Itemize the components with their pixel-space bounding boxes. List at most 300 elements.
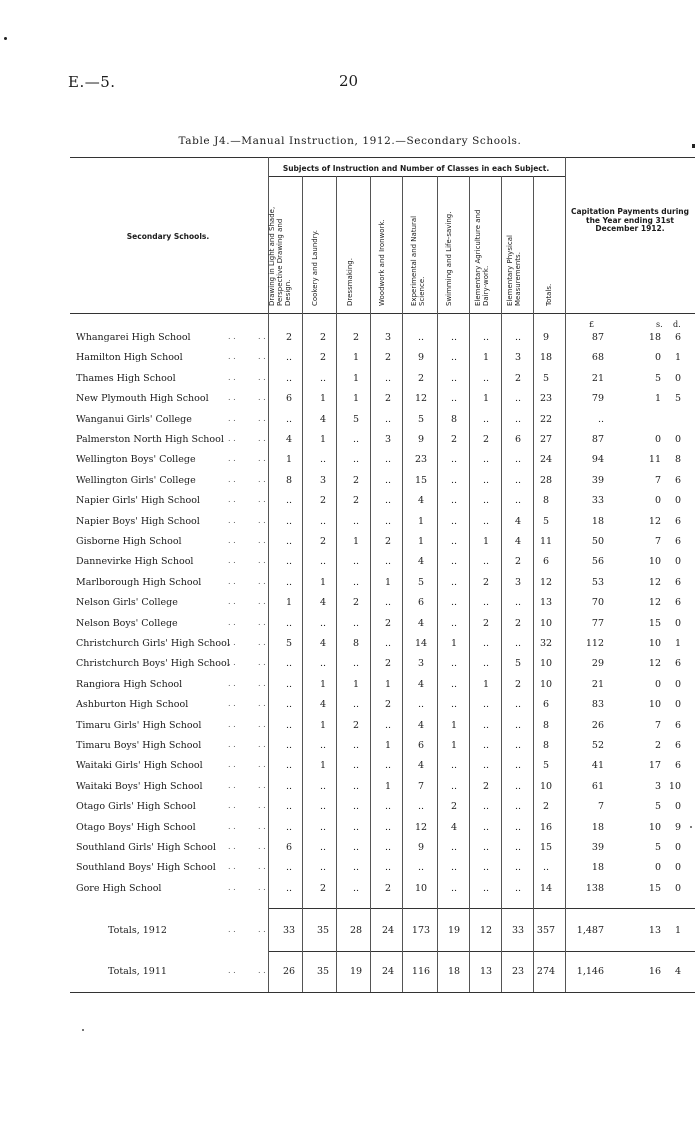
class-count-cell: .. <box>352 454 360 466</box>
class-count-cell: 1 <box>450 740 458 751</box>
leader-dots: . . <box>228 801 236 811</box>
leader-dots: . . <box>258 454 266 464</box>
class-count-cell: .. <box>450 842 458 853</box>
totals-row <box>0 966 700 982</box>
class-count-cell: 1 <box>450 638 458 649</box>
class-count-cell: .. <box>384 719 392 731</box>
class-count-cell: .. <box>482 332 490 343</box>
payment-pounds: 94 <box>591 454 604 466</box>
payment-pounds: 87 <box>591 332 604 343</box>
class-count-cell: 1 <box>384 576 392 588</box>
payment-pence: 9 <box>674 821 681 833</box>
totals-top-rule <box>268 908 695 909</box>
class-count-cell: .. <box>384 597 392 609</box>
class-count-cell: .. <box>319 454 327 466</box>
school-name: Southland Girls' High School <box>76 842 216 853</box>
leader-dots: . . <box>258 780 266 790</box>
class-count-cell: 4 <box>514 536 522 547</box>
column-header-science: Experimental and Natural Science. <box>410 215 426 306</box>
leader-dots: . . <box>258 413 266 423</box>
class-count-cell: .. <box>482 882 490 894</box>
class-count-cell: 1 <box>285 597 293 609</box>
class-count-cell: .. <box>285 862 293 874</box>
school-name: Otago Girls' High School <box>76 801 196 813</box>
payment-pounds: 68 <box>591 352 604 364</box>
class-count-cell: 1 <box>482 536 490 547</box>
class-count-cell: .. <box>285 678 293 690</box>
class-count-cell: .. <box>482 862 490 874</box>
class-count-cell: 4 <box>417 719 425 731</box>
class-count-cell: .. <box>482 658 490 670</box>
class-count-cell: 1 <box>352 393 360 405</box>
leader-dots: . . <box>228 678 236 688</box>
class-count-cell: 12 <box>414 821 428 833</box>
class-count-cell: .. <box>450 699 458 711</box>
payment-pence: 4 <box>674 966 681 977</box>
class-count-cell: 4 <box>417 678 425 690</box>
header-bottom-rule <box>70 313 695 314</box>
class-count-cell: 2 <box>450 801 458 813</box>
payment-pounds: 53 <box>591 576 604 588</box>
leader-dots: . . <box>228 862 236 872</box>
class-count-cell: 2 <box>482 617 490 629</box>
class-count-cell: 4 <box>319 699 327 711</box>
payment-shillings: 0 <box>654 678 661 690</box>
table-row <box>0 516 700 532</box>
leader-dots: . . <box>258 925 266 934</box>
payment-pence: 6 <box>674 719 681 731</box>
payment-pounds: 52 <box>591 740 604 751</box>
class-count-cell: .. <box>450 393 458 405</box>
leader-dots: . . <box>228 842 236 851</box>
payment-pence: 6 <box>674 576 681 588</box>
class-count-cell: 2 <box>514 678 522 690</box>
leader-dots: . . <box>228 760 236 770</box>
class-count-cell: .. <box>384 862 392 874</box>
school-name: Wanganui Girls' College <box>76 413 192 425</box>
school-name: Timaru Boys' High School <box>76 740 202 751</box>
leader-dots: . . <box>258 393 266 403</box>
payment-shillings: 15 <box>648 882 661 894</box>
class-count-cell: .. <box>352 658 360 670</box>
class-count-cell: 14 <box>414 638 428 649</box>
payment-shillings: 0 <box>654 352 661 364</box>
leader-dots: . . <box>228 719 236 729</box>
class-count-cell: 9 <box>417 842 425 853</box>
class-count-cell: 12 <box>479 925 493 936</box>
leader-dots: . . <box>258 515 266 525</box>
class-count-cell: .. <box>352 882 360 894</box>
row-total-cell: 12 <box>539 576 553 588</box>
class-count-cell: .. <box>514 821 522 833</box>
class-count-cell: 2 <box>319 332 327 343</box>
class-count-cell: 2 <box>285 332 293 343</box>
leader-dots: . . <box>228 536 236 545</box>
payment-pence: 0 <box>674 699 681 711</box>
table-row <box>0 862 700 878</box>
class-count-cell: .. <box>482 760 490 772</box>
pounds-unit: £ <box>589 320 595 329</box>
class-count-cell: .. <box>384 372 392 384</box>
class-count-cell: .. <box>450 760 458 772</box>
leader-dots: . . <box>258 372 266 382</box>
row-total-cell: 5 <box>542 372 550 384</box>
table-row <box>0 618 700 634</box>
class-count-cell: .. <box>514 842 522 853</box>
row-total-cell: 16 <box>539 821 553 833</box>
school-name: Dannevirke High School <box>76 556 194 568</box>
payment-pence: 0 <box>674 617 681 629</box>
class-count-cell: .. <box>514 719 522 731</box>
class-count-cell: 28 <box>349 925 363 936</box>
leader-dots: . . <box>228 372 236 382</box>
class-count-cell: 1 <box>384 740 392 751</box>
leader-dots: . . <box>228 925 236 934</box>
schools-column-header: Secondary Schools. <box>126 232 210 241</box>
class-count-cell: 4 <box>417 617 425 629</box>
class-count-cell: 33 <box>511 925 525 936</box>
leader-dots: . . <box>258 556 266 566</box>
payment-shillings: 12 <box>648 515 661 527</box>
payment-pounds: 70 <box>591 597 604 609</box>
class-count-cell: .. <box>450 332 458 343</box>
payment-pounds: 29 <box>591 658 604 670</box>
class-count-cell: .. <box>450 352 458 364</box>
row-total-cell: 10 <box>539 658 553 670</box>
class-count-cell: .. <box>514 882 522 894</box>
class-count-cell: 2 <box>514 372 522 384</box>
payment-pounds: 18 <box>591 515 604 527</box>
class-count-cell: 2 <box>514 617 522 629</box>
class-count-cell: .. <box>384 474 392 486</box>
pence-unit: d. <box>673 320 681 329</box>
table-row <box>0 740 700 756</box>
table-bottom-rule <box>70 992 695 993</box>
class-count-cell: .. <box>514 862 522 874</box>
row-total-cell: 8 <box>542 740 550 751</box>
payment-shillings: 10 <box>648 821 661 833</box>
class-count-cell: 1 <box>482 352 490 364</box>
row-total-cell: 23 <box>539 393 553 405</box>
payment-pence: 10 <box>668 780 681 792</box>
class-count-cell: .. <box>285 719 293 731</box>
print-speck <box>82 1029 84 1031</box>
class-count-cell: .. <box>285 576 293 588</box>
payment-pence: 1 <box>674 638 681 649</box>
class-count-cell: .. <box>450 597 458 609</box>
leader-dots: . . <box>228 699 236 709</box>
class-count-cell: 19 <box>349 966 363 977</box>
table-row <box>0 720 700 736</box>
class-count-cell: 2 <box>319 536 327 547</box>
class-count-cell: 4 <box>319 638 327 649</box>
class-count-cell: .. <box>384 842 392 853</box>
class-count-cell: 10 <box>414 882 428 894</box>
class-count-cell: .. <box>514 780 522 792</box>
school-name: Wellington Girls' College <box>76 474 196 486</box>
leader-dots: . . <box>228 495 236 505</box>
class-count-cell: 2 <box>514 556 522 568</box>
school-name: Rangiora High School <box>76 678 183 690</box>
leader-dots: . . <box>258 576 266 586</box>
payment-shillings: 1 <box>654 393 661 405</box>
class-count-cell: .. <box>482 413 490 425</box>
class-count-cell: .. <box>319 617 327 629</box>
page-number: 20 <box>339 72 359 90</box>
class-count-cell: .. <box>319 740 327 751</box>
leader-dots: . . <box>258 597 266 607</box>
table-title: Table J4.—Manual Instruction, 1912.—Secondary Schools. <box>178 135 522 147</box>
class-count-cell: .. <box>285 882 293 894</box>
payment-pounds: 50 <box>591 536 604 547</box>
class-count-cell: 1 <box>384 678 392 690</box>
row-total-cell: 13 <box>539 597 553 609</box>
class-count-cell: 2 <box>352 719 360 731</box>
class-count-cell: 23 <box>414 454 428 466</box>
leader-dots: . . <box>258 760 266 770</box>
leader-dots: . . <box>228 332 236 341</box>
payment-shillings: 5 <box>654 801 661 813</box>
school-name: Ashburton High School <box>76 699 189 711</box>
class-count-cell: 1 <box>319 719 327 731</box>
payment-pence: 6 <box>674 760 681 772</box>
class-count-cell: .. <box>514 597 522 609</box>
class-count-cell: .. <box>417 332 425 343</box>
class-count-cell: .. <box>352 556 360 568</box>
class-count-cell: .. <box>450 780 458 792</box>
class-count-cell: .. <box>514 740 522 751</box>
class-count-cell: 4 <box>417 556 425 568</box>
class-count-cell: .. <box>450 372 458 384</box>
leader-dots: . . <box>228 617 236 627</box>
leader-dots: . . <box>228 393 236 403</box>
leader-dots: . . <box>258 821 266 831</box>
class-count-cell: 1 <box>417 536 425 547</box>
class-count-cell: 2 <box>482 780 490 792</box>
school-name: Waitaki Girls' High School <box>76 760 203 772</box>
class-count-cell: .. <box>482 740 490 751</box>
class-count-cell: .. <box>319 556 327 568</box>
class-count-cell: .. <box>514 801 522 813</box>
leader-dots: . . <box>228 597 236 607</box>
leader-dots: . . <box>258 495 266 505</box>
class-count-cell: .. <box>285 760 293 772</box>
class-count-cell: .. <box>514 413 522 425</box>
class-count-cell: .. <box>285 536 293 547</box>
school-name: Palmerston North High School <box>76 434 224 445</box>
payment-shillings: 0 <box>654 862 661 874</box>
totals-row <box>0 925 700 941</box>
school-name: Hamilton High School <box>76 352 183 364</box>
payment-pence: 6 <box>674 332 681 343</box>
table-top-rule <box>70 157 695 158</box>
class-count-cell: 4 <box>319 597 327 609</box>
leader-dots: . . <box>228 638 236 647</box>
row-total-cell: 28 <box>539 474 553 486</box>
school-name: Nelson Girls' College <box>76 597 178 609</box>
table-row <box>0 352 700 368</box>
class-count-cell: .. <box>285 699 293 711</box>
row-total-cell: 2 <box>542 801 550 813</box>
column-header-agriculture: Elementary Agriculture and Dairy-work. <box>474 209 490 306</box>
table-row <box>0 556 700 572</box>
class-count-cell: 1 <box>352 678 360 690</box>
payment-pounds: 77 <box>591 617 604 629</box>
table-row <box>0 679 700 695</box>
class-count-cell: .. <box>319 780 327 792</box>
payment-shillings: 12 <box>648 597 661 609</box>
leader-dots: . . <box>228 434 236 443</box>
class-count-cell: .. <box>450 536 458 547</box>
class-count-cell: 5 <box>285 638 293 649</box>
class-count-cell: 4 <box>450 821 458 833</box>
payment-pounds: 39 <box>591 842 604 853</box>
table-row <box>0 393 700 409</box>
payment-pence: 0 <box>674 862 681 874</box>
class-count-cell: 116 <box>411 966 431 977</box>
payment-pounds: 61 <box>591 780 604 792</box>
class-count-cell: .. <box>450 454 458 466</box>
class-count-cell: 9 <box>417 352 425 364</box>
class-count-cell: 4 <box>285 434 293 445</box>
school-name: Wellington Boys' College <box>76 454 196 466</box>
class-count-cell: .. <box>352 576 360 588</box>
class-count-cell: 1 <box>319 434 327 445</box>
class-count-cell: 1 <box>352 352 360 364</box>
payment-pence: 1 <box>674 352 681 364</box>
leader-dots: . . <box>258 617 266 627</box>
class-count-cell: 2 <box>352 474 360 486</box>
table-row <box>0 495 700 511</box>
class-count-cell: .. <box>352 699 360 711</box>
class-count-cell: 5 <box>417 413 425 425</box>
payment-shillings: 13 <box>648 925 661 936</box>
payment-shillings: 10 <box>648 699 661 711</box>
class-count-cell: 2 <box>450 434 458 445</box>
table-row <box>0 577 700 593</box>
class-count-cell: 3 <box>384 434 392 445</box>
class-count-cell: 5 <box>352 413 360 425</box>
table-row <box>0 760 700 776</box>
payment-pounds: 21 <box>591 372 604 384</box>
class-count-cell: .. <box>384 495 392 507</box>
class-count-cell: 4 <box>417 760 425 772</box>
class-count-cell: 1 <box>417 515 425 527</box>
leader-dots: . . <box>258 474 266 484</box>
class-count-cell: 1 <box>319 576 327 588</box>
payment-pence: 6 <box>674 597 681 609</box>
payment-pounds: 33 <box>591 495 604 507</box>
class-count-cell: 2 <box>352 597 360 609</box>
class-count-cell: .. <box>482 719 490 731</box>
payment-shillings: 18 <box>648 332 661 343</box>
table-row <box>0 801 700 817</box>
class-count-cell: .. <box>319 842 327 853</box>
leader-dots: . . <box>258 719 266 729</box>
class-count-cell: 8 <box>352 638 360 649</box>
payment-shillings: 17 <box>648 760 661 772</box>
payment-shillings: 3 <box>654 780 661 792</box>
leader-dots: . . <box>258 966 266 975</box>
class-count-cell: .. <box>384 515 392 527</box>
payment-shillings: 10 <box>648 556 661 568</box>
class-count-cell: .. <box>384 454 392 466</box>
class-count-cell: 2 <box>319 495 327 507</box>
leader-dots: . . <box>228 882 236 892</box>
class-count-cell: .. <box>482 556 490 568</box>
class-count-cell: 3 <box>514 352 522 364</box>
class-count-cell: 1 <box>319 760 327 772</box>
row-total-cell: 9 <box>542 332 550 343</box>
school-name: Timaru Girls' High School <box>76 719 202 731</box>
table-row <box>0 373 700 389</box>
class-count-cell: 7 <box>417 780 425 792</box>
school-name: Thames High School <box>76 372 176 384</box>
class-count-cell: .. <box>482 454 490 466</box>
school-name: Totals, 1912 <box>108 925 167 936</box>
print-speck <box>4 37 7 40</box>
column-header-swimming: Swimming and Life-saving. <box>445 211 453 306</box>
payment-pounds: 18 <box>591 862 604 874</box>
class-count-cell: .. <box>514 474 522 486</box>
class-count-cell: 12 <box>414 393 428 405</box>
table-row <box>0 536 700 552</box>
class-count-cell: 26 <box>282 966 296 977</box>
class-count-cell: 4 <box>514 515 522 527</box>
class-count-cell: 3 <box>417 658 425 670</box>
leader-dots: . . <box>228 780 236 790</box>
leader-dots: . . <box>228 658 236 668</box>
payment-pounds: 79 <box>591 393 604 405</box>
payment-shillings: 12 <box>648 658 661 670</box>
payment-shillings: 2 <box>654 740 661 751</box>
leader-dots: . . <box>258 740 266 749</box>
class-count-cell: 6 <box>417 597 425 609</box>
leader-dots: . . <box>258 638 266 647</box>
class-count-cell: .. <box>450 474 458 486</box>
class-count-cell: .. <box>285 372 293 384</box>
school-name: Whangarei High School <box>76 332 191 343</box>
class-count-cell: 2 <box>384 699 392 711</box>
class-count-cell: 4 <box>319 413 327 425</box>
capitation-column-header: Capitation Payments during the Year ending 31st December 1912. <box>570 207 689 233</box>
row-total-cell: 22 <box>539 413 553 425</box>
class-count-cell: .. <box>482 842 490 853</box>
school-name: Gore High School <box>76 882 162 894</box>
payment-pounds: 7 <box>597 801 604 813</box>
class-count-cell: .. <box>482 474 490 486</box>
class-count-cell: 9 <box>417 434 425 445</box>
class-count-cell: 19 <box>447 925 461 936</box>
payment-pounds: 1,487 <box>576 925 604 936</box>
class-count-cell: .. <box>384 760 392 772</box>
payment-shillings: 0 <box>654 434 661 445</box>
class-count-cell: .. <box>285 801 293 813</box>
table-row <box>0 822 700 838</box>
class-count-cell: 1 <box>319 678 327 690</box>
row-total-cell: 18 <box>539 352 553 364</box>
payment-pounds: 138 <box>585 882 604 894</box>
table-row <box>0 842 700 858</box>
class-count-cell: 1 <box>450 719 458 731</box>
class-count-cell: 5 <box>514 658 522 670</box>
class-count-cell: .. <box>285 658 293 670</box>
leader-dots: . . <box>258 434 266 443</box>
column-header-cookery: Cookery and Laundry. <box>311 230 319 306</box>
payment-shillings: 12 <box>648 576 661 588</box>
class-count-cell: 1 <box>482 393 490 405</box>
row-total-cell: 6 <box>542 556 550 568</box>
